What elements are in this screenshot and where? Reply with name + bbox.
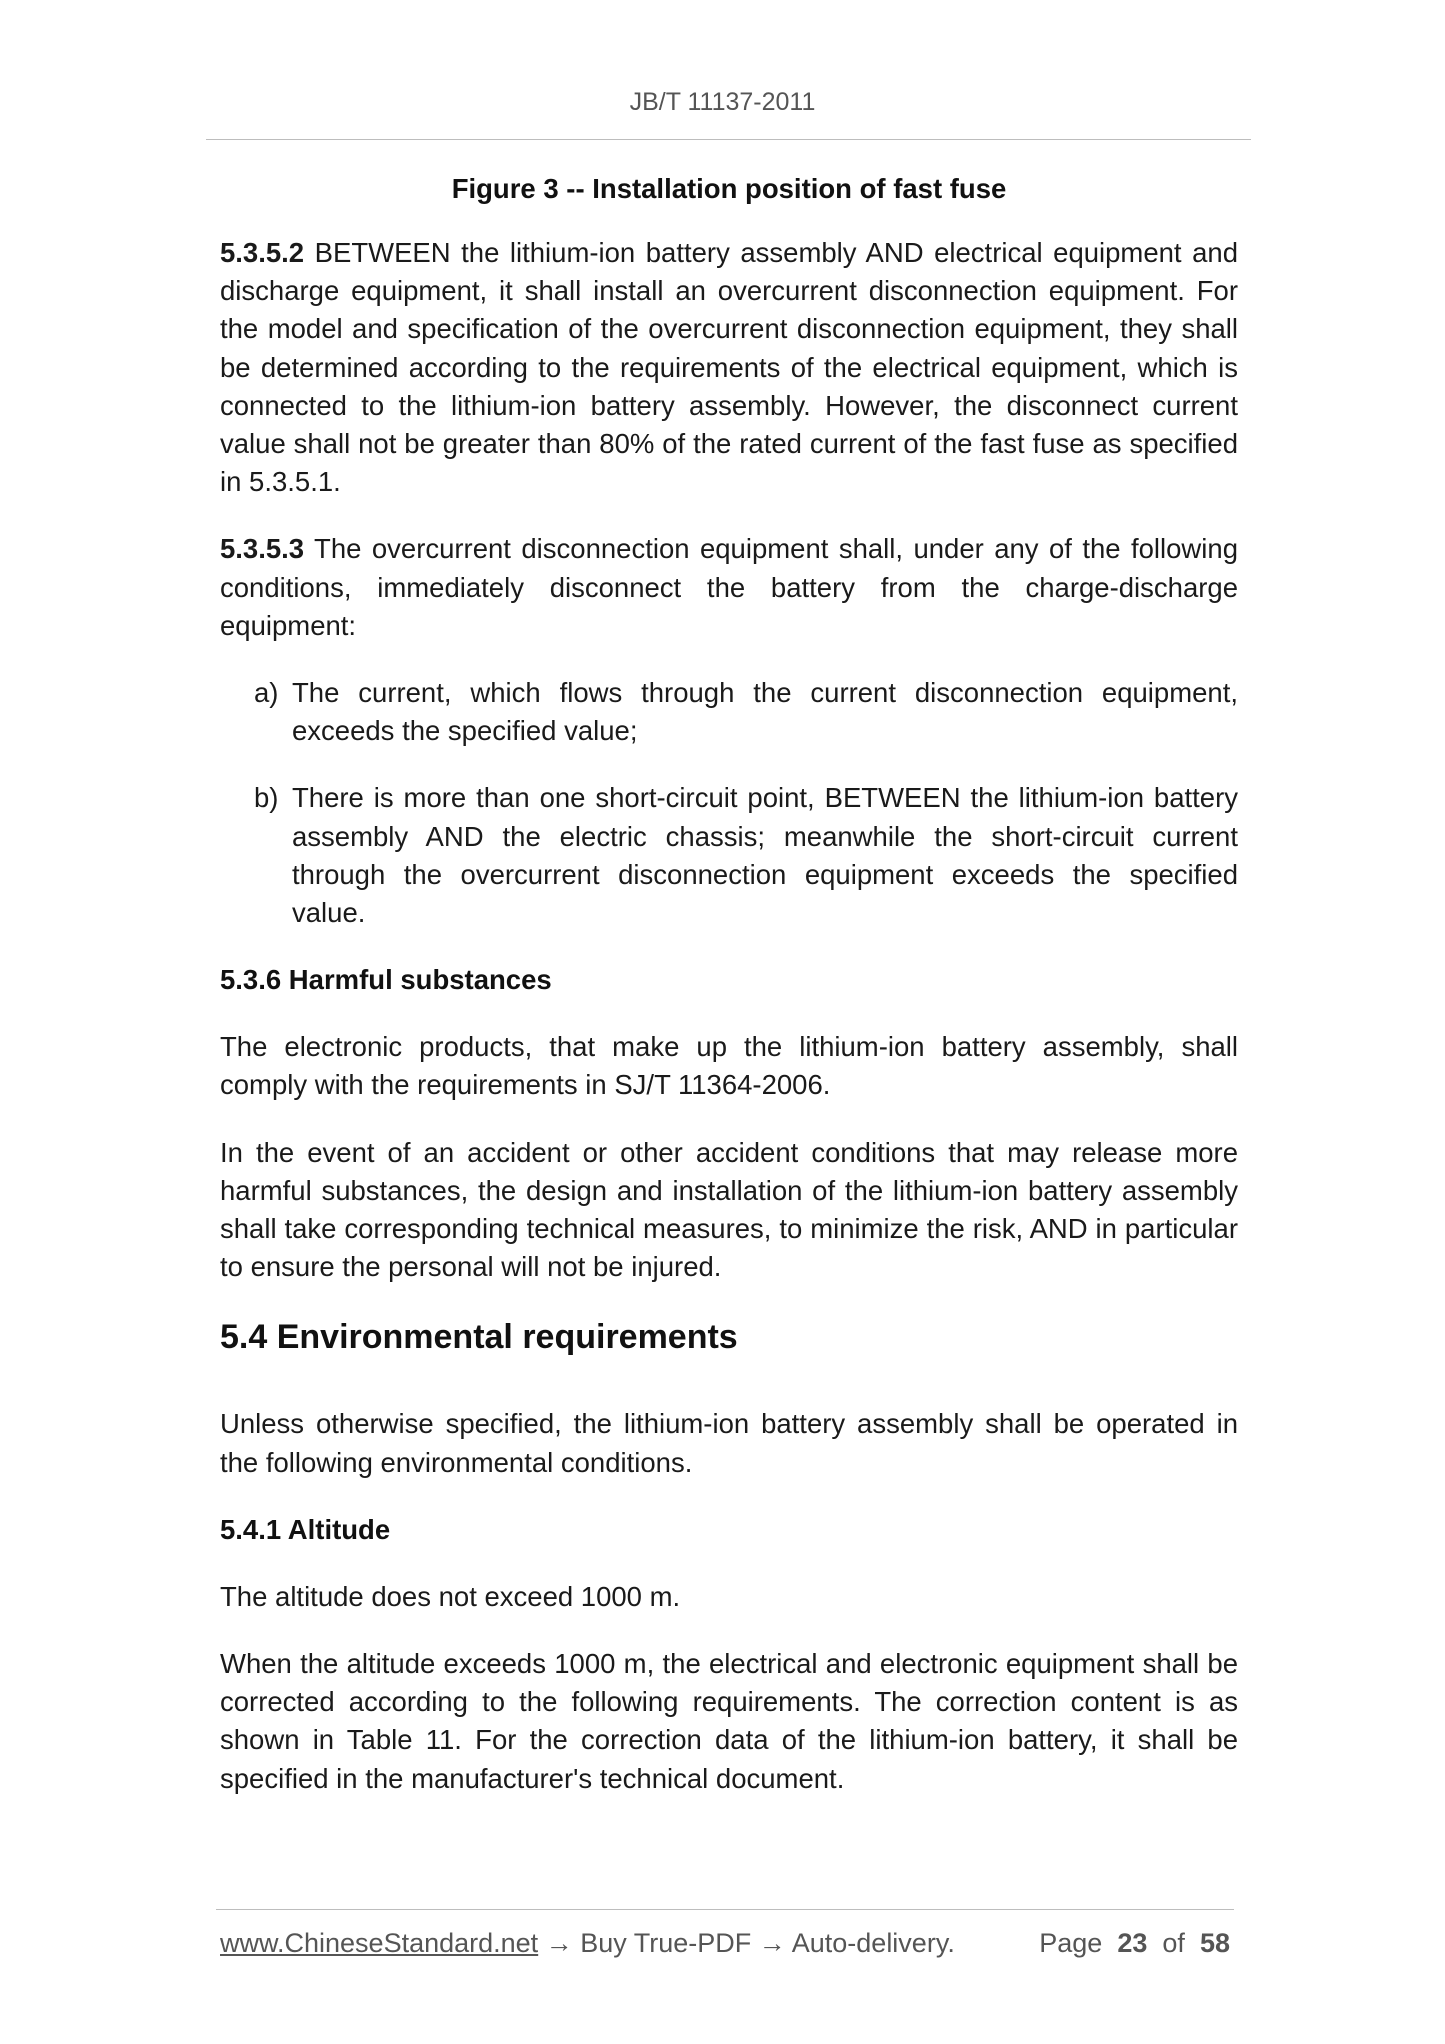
header-standard-code: JB/T 11137-2011 — [629, 88, 816, 116]
list-text: There is more than one short-circuit point, BETWEEN the lithium-ion battery assembly AND the electric chassis; meanwhile the short-circuit current through the overcurrent disconnection equipment exceeds the specified value. — [292, 782, 1238, 929]
page-total: 58 — [1199, 1928, 1230, 1958]
list-item-a — [254, 674, 1238, 750]
page-footer — [220, 1928, 1230, 1959]
paragraph: When the altitude exceeds 1000 m, the electrical and electronic equipment shall be corrected according to the following requirements. The correction content is as shown in Table 11. For the correction data of the lithium-ion battery, it shall be specified in the manufacturer's technical document. — [220, 1648, 1238, 1794]
footer-text: → Buy True-PDF → Auto-delivery. — [538, 1928, 955, 1958]
list-text: The current, which flows through the current disconnection equipment, exceeds the specified value; — [292, 677, 1238, 747]
page-content — [220, 170, 1238, 1827]
list-item-b — [254, 779, 1238, 932]
clause-text: The overcurrent disconnection equipment shall, under any of the following conditions, immediately disconnect the battery from the charge-discharge equipment: — [220, 533, 1238, 641]
clause-5-3-5-3 — [220, 530, 1238, 645]
list-marker: a) — [254, 677, 279, 709]
figure-caption: Figure 3 -- Installation position of fast fuse — [451, 173, 1007, 204]
paragraph: Unless otherwise specified, the lithium-ion battery assembly shall be operated in the following environmental conditions. — [220, 1408, 1238, 1478]
clause-number: 5.3.5.3 — [220, 533, 305, 565]
page-label: Page — [1039, 1928, 1103, 1958]
page-indicator — [1039, 1928, 1230, 1959]
page-number: 23 — [1117, 1928, 1148, 1958]
clause-5-3-5-2 — [220, 234, 1238, 501]
heading-5-4: 5.4 Environmental requirements — [220, 1318, 738, 1357]
header-divider — [206, 139, 1251, 140]
paragraph: The electronic products, that make up the lithium-ion battery assembly, shall comply with the requirements in SJ/T 11364-2006. — [220, 1031, 1238, 1101]
heading-5-3-6: 5.3.6 Harmful substances — [220, 964, 552, 996]
list-marker: b) — [254, 782, 279, 814]
paragraph: In the event of an accident or other accident conditions that may release more harmful substances, the design and installation of the lithium-ion battery assembly shall take corresponding technical measures, to minimize the risk, AND in particular to ensure the personal will not be injured. — [220, 1136, 1238, 1283]
footer-divider — [216, 1909, 1234, 1910]
paragraph: The altitude does not exceed 1000 m. — [220, 1580, 681, 1612]
heading-5-4-1: 5.4.1 Altitude — [220, 1513, 391, 1545]
of-label: of — [1162, 1928, 1185, 1958]
clause-text: BETWEEN the lithium-ion battery assembly AND electrical equipment and discharge equipment, it shall install an overcurrent disconnection equipment. For the model and specification of the overcurrent disconnection equipment, they shall be determined according to the requirements of the electrical equipment, which is connected to the lithium-ion battery assembly. However, the disconnect current value shall not be greater than 80% of the rated current of the fast fuse as specified in 5.3.5.1. — [220, 237, 1238, 498]
clause-number: 5.3.5.2 — [220, 237, 305, 268]
footer-website-link[interactable]: www.ChineseStandard.net — [220, 1928, 539, 1958]
